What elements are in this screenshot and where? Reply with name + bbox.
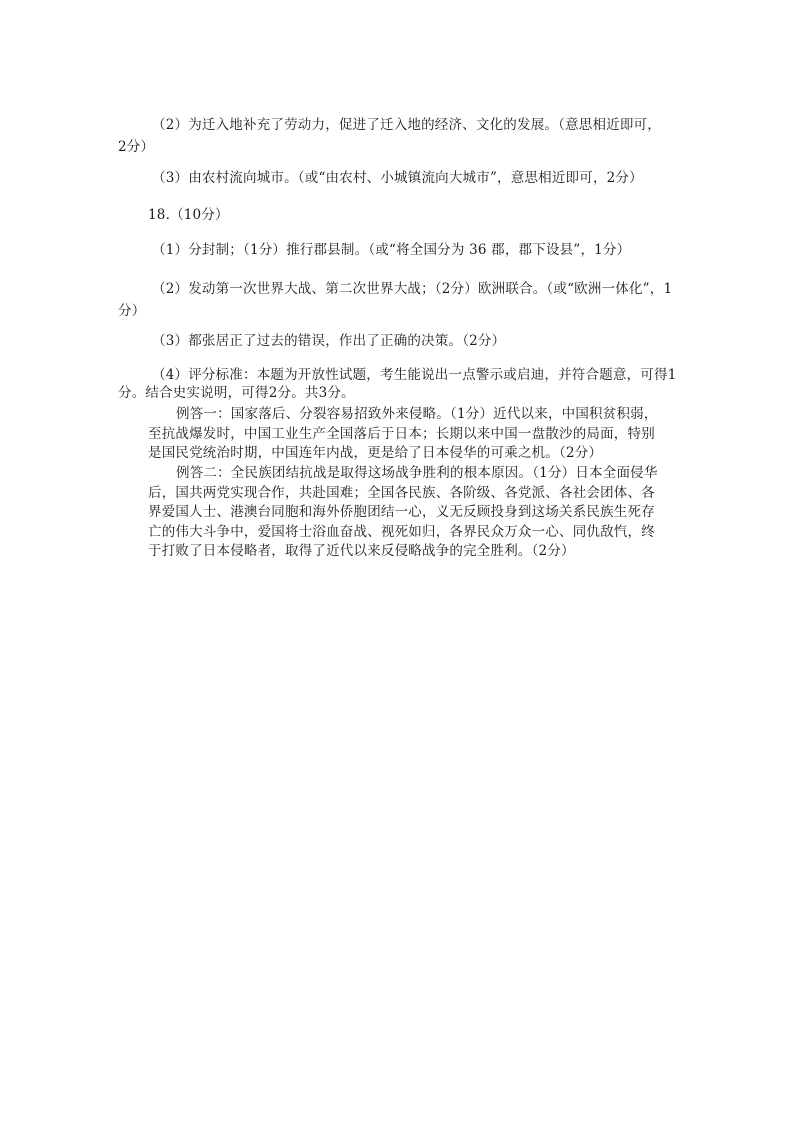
example-answer-1: 例答一：国家落后、分裂容易招致外来侵略。（1分）近代以来，中国积贫积弱，至抗战爆发时，中国工业生产全国落后于日本；长期以来中国一盘散沙的局面，特别是国民党统治时期，中国连年内战，更是给了日本侵华的可乘之机。（2分） [148, 406, 658, 461]
answer-18-1: （1）分封制；（1分）推行郡县制。（或“将全国分为 36 郡，郡下设县”，1分） [152, 242, 631, 258]
answer-18-2: （2）发动第一次世界大战、第二次世界大战；（2分）欧洲联合。（或“欧洲一体化”，1分） [118, 281, 673, 319]
answer-18-3: （3）都张居正了过去的错误，作出了正确的决策。（2分） [152, 333, 506, 349]
question-18-header: 18.（10分） [148, 207, 229, 223]
answer-17-3: （3）由农村流向城市。（或“由农村、小城镇流向大城市”，意思相近即可，2分） [152, 170, 643, 186]
answer-17-2: （2）为迁入地补充了劳动力，促进了迁入地的经济、文化的发展。（意思相近即可，2分） [118, 117, 661, 155]
answer-18-4-criteria: （4）评分标准：本题为开放性试题，考生能说出一点警示或启迪，并符合题意，可得1分。结合史实说明，可得2分。共3分。 [118, 367, 677, 401]
example-answer-2: 例答二：全民族团结抗战是取得这场战争胜利的根本原因。（1分）日本全面侵华后，国共两党实现合作，共赴国难；全国各民族、各阶级、各党派、各社会团体、各界爱国人士、港澳台同胞和海外侨胞团结一心，义无反顾投身到这场关系民族生死存亡的伟大斗争中，爱国将士浴血奋战、视死如归，各界民众万众一心、同仇敌忾，终于打败了日本侵略者，取得了近代以来反侵略战争的完全胜利。（2分） [148, 465, 658, 559]
